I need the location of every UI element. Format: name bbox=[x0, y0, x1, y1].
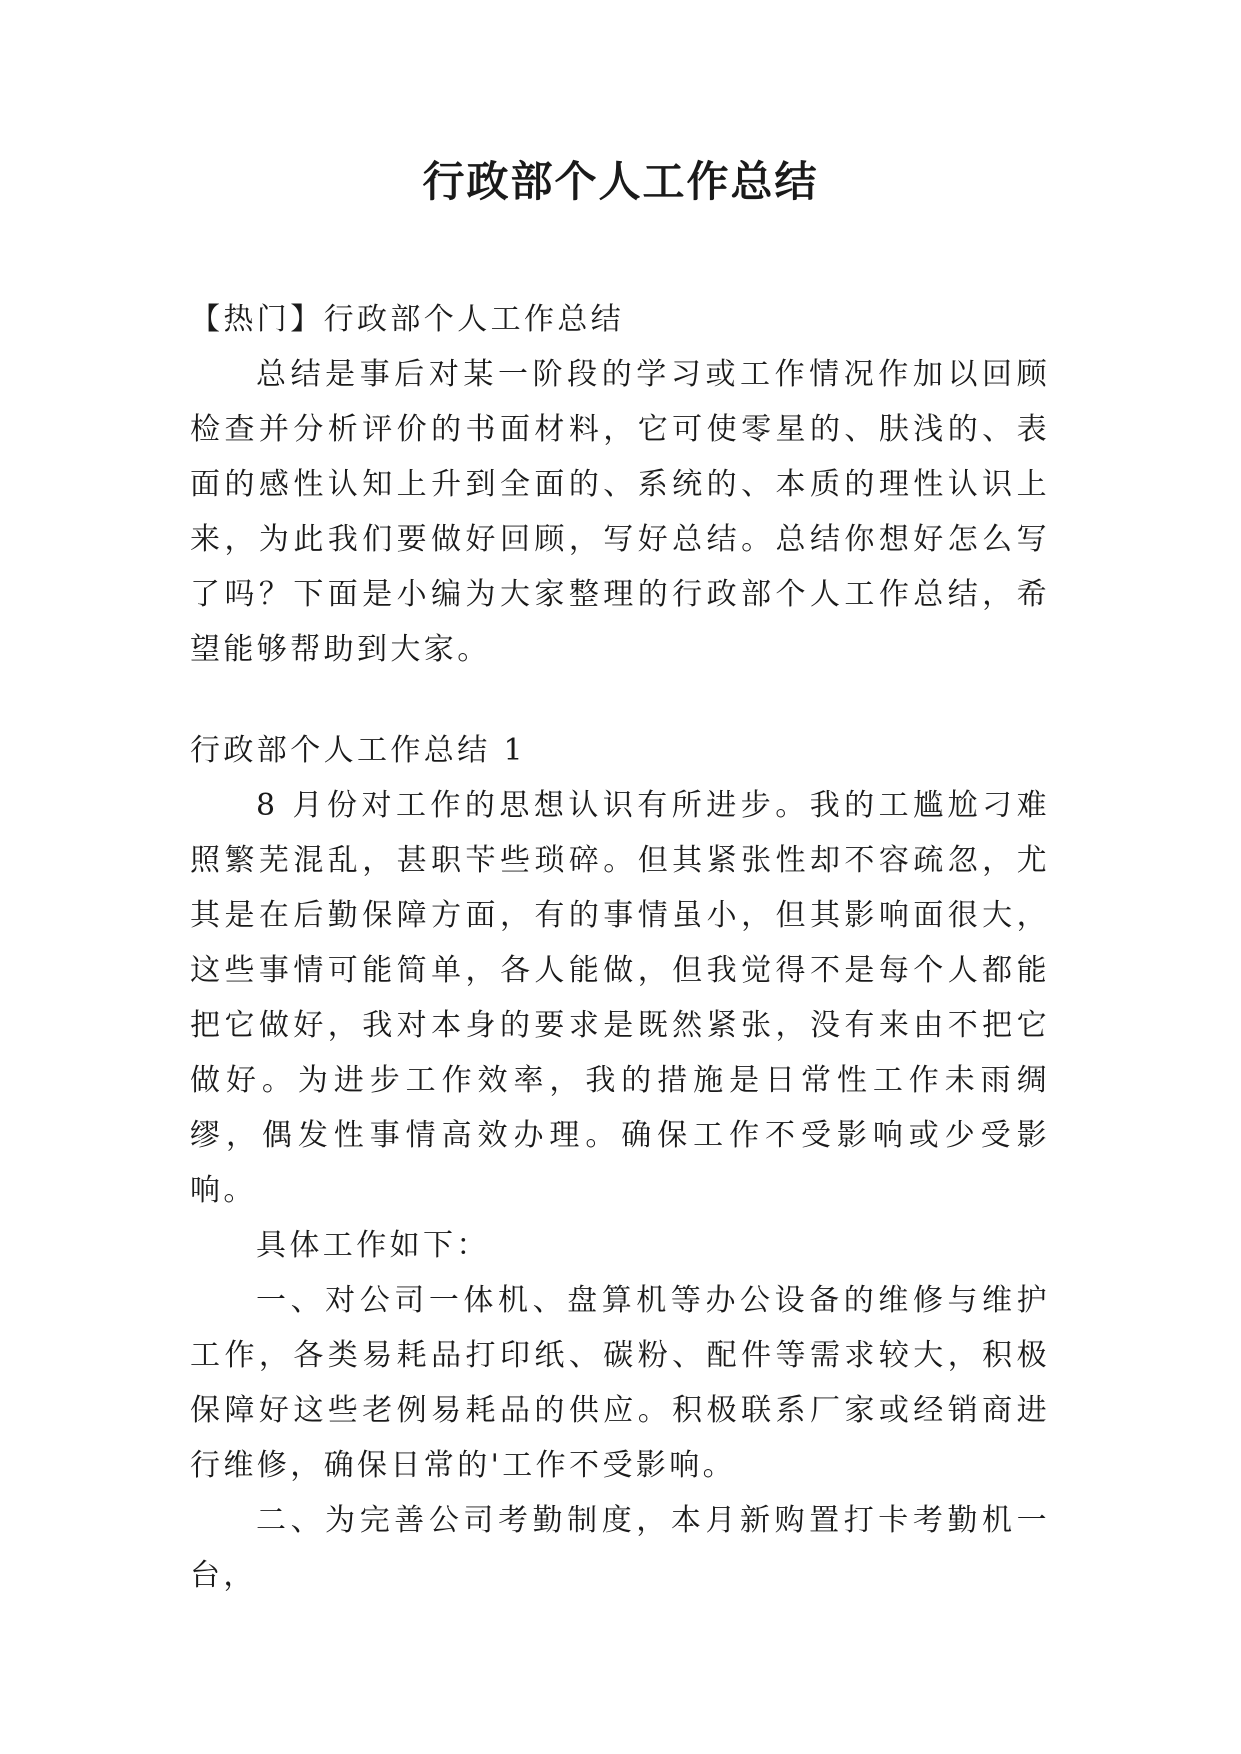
document-body bbox=[190, 292, 1050, 1603]
paragraph: 8 月份对工作的思想认识有所进步。我的工尴尬刁难照繁芜混乱，甚职苄些琐碎。但其紧张性却不容疏忽，尤其是在后勤保障方面，有的事情虽小，但其影响面很大，这些事情可能简单，各人能做，但我觉得不是每个人都能把它做好，我对本身的要求是既然紧张，没有来由不把它做好。为进步工作效率，我的措施是日常性工作未雨绸缪，偶发性事情高效办理。确保工作不受影响或少受影响。 bbox=[190, 788, 1050, 1208]
paragraph: 二、为完善公司考勤制度，本月新购置打卡考勤机一台， bbox=[190, 1503, 1050, 1593]
section-heading: 行政部个人工作总结 1 bbox=[190, 733, 527, 768]
document-title: 行政部个人工作总结 bbox=[422, 157, 819, 206]
tagline: 【热门】行政部个人工作总结 bbox=[190, 302, 625, 337]
intro-paragraph: 总结是事后对某一阶段的学习或工作情况作加以回顾检查并分析评价的书面材料，它可使零星的、肤浅的、表面的感性认知上升到全面的、系统的、本质的理性认识上来，为此我们要做好回顾，写好总结。总结你想好怎么写了吗？下面是小编为大家整理的行政部个人工作总结，希望能够帮助到大家。 bbox=[190, 357, 1050, 667]
paragraph: 一、对公司一体机、盘算机等办公设备的维修与维护工作，各类易耗品打印纸、碳粉、配件等需求较大，积极保障好这些老例易耗品的供应。积极联系厂家或经销商进行维修，确保日常的'工作不受影响。 bbox=[190, 1283, 1050, 1483]
paragraph: 具体工作如下： bbox=[256, 1228, 490, 1263]
section-spacer bbox=[190, 677, 1050, 723]
